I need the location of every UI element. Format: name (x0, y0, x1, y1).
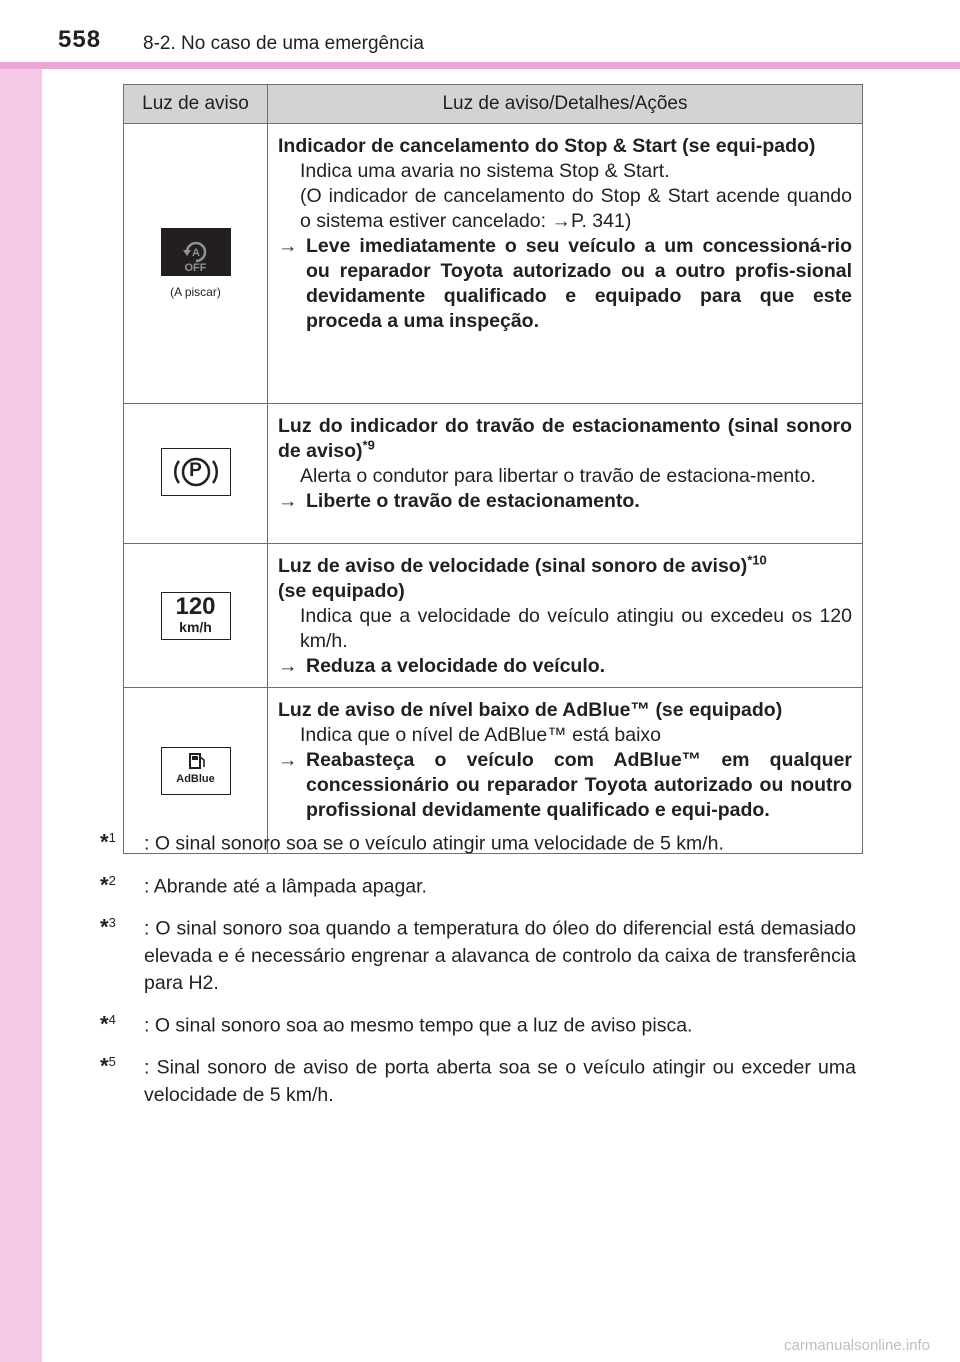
icon-cell (124, 404, 268, 544)
footnote-mark: *$^3$ (100, 914, 116, 940)
stop-start-off-icon (161, 228, 231, 276)
arrow-icon: → (278, 655, 298, 677)
row-description: Indica uma avaria no sistema Stop & Start. (300, 160, 670, 182)
parking-brake-icon (161, 448, 231, 496)
footnote-item (100, 867, 856, 901)
arrow-icon: → (278, 235, 298, 257)
footnote-item (100, 909, 856, 997)
details-cell (268, 544, 863, 688)
icon-adblue-label: AdBlue (176, 772, 215, 785)
icon-cell (124, 544, 268, 688)
footnote-mark: *$^1$ (100, 829, 116, 855)
footnote-ref: *10 (747, 552, 767, 568)
footnote-number: 2 (108, 872, 116, 888)
row-action-text: Reabasteça o veículo com AdBlue™ em qualquer concessionário ou reparador Toyota autorizado ou noutro profissional devidamente qualificado e equi-pado. (306, 749, 852, 821)
arrow-icon: → (278, 490, 298, 512)
footnote-text: : Abrande até a lâmpada apagar. (144, 875, 427, 897)
row-title-suffix: (se equipado) (278, 580, 405, 602)
footnote-text: : Sinal sonoro de aviso de porta aberta soa se o veículo atingir ou exceder uma velocidade de 5 km/h. (144, 1056, 856, 1106)
fuel-pump-icon (162, 748, 230, 772)
row-description: Indica que a velocidade do veículo atingiu ou excedeu os 120 km/h. (300, 605, 852, 652)
adblue-low-icon (161, 747, 231, 795)
details-cell (268, 404, 863, 544)
footnote-item (100, 824, 856, 858)
footnote-number: 3 (108, 915, 116, 930)
column-header-icon: Luz de aviso (124, 85, 268, 124)
table-header-row (124, 85, 863, 124)
svg-text:A: A (191, 247, 200, 259)
footnote-text: : O sinal sonoro soa quando a temperatura do óleo do diferencial está demasiado elevada e é necessário engrenar a alavanca de controlo da caixa de transferência para H2. (144, 917, 856, 994)
row-title (278, 554, 852, 579)
footnote-number: 1 (108, 830, 116, 845)
table-row (124, 404, 863, 544)
icon-speed-value: 120 (175, 592, 216, 620)
row-action (278, 489, 852, 514)
row-title: Indicador de cancelamento do Stop & Start (se equi-pado) (278, 135, 816, 157)
arrow-icon: → (278, 749, 298, 771)
footnote-mark: *$^5$ (100, 1053, 116, 1079)
icon-cell (124, 124, 268, 404)
icon-caption: (A piscar) (170, 285, 221, 299)
footnote-ref: *9 (362, 437, 375, 453)
icon-speed-unit: km/h (179, 618, 212, 635)
icon-off-label: OFF (184, 262, 207, 274)
speed-warning-icon (161, 592, 231, 640)
footnote-number: 4 (108, 1011, 116, 1027)
footnote-mark: *$^2$ (100, 872, 116, 897)
watermark: carmanualsonline.info (784, 1337, 930, 1354)
warning-lights-table (123, 84, 863, 854)
table-row (124, 124, 863, 404)
footnote-item (100, 1048, 856, 1109)
row-description: Indica que o nível de AdBlue™ está baixo (300, 724, 661, 746)
icon-p-label: P (189, 459, 202, 481)
row-action (278, 748, 852, 823)
row-action (278, 234, 852, 334)
row-title-text: Luz do indicador do travão de estacionamento (sinal sonoro de aviso) (278, 415, 852, 462)
row-description: Alerta o condutor para libertar o travão de estaciona-mento. (300, 465, 816, 487)
row-description-note: (O indicador de cancelamento do Stop & Start acende quando o sistema estiver cancelado: →P. 341) (300, 185, 852, 232)
footnote-item (100, 1006, 856, 1040)
page-number: 558 (58, 26, 102, 53)
column-header-details: Luz de aviso/Detalhes/Ações (268, 85, 863, 124)
table-row (124, 544, 863, 688)
footnote-number: 5 (108, 1054, 116, 1069)
row-title (278, 414, 852, 464)
footnotes (100, 824, 856, 1118)
footnote-mark: *$^4$ (100, 1011, 116, 1036)
row-action (278, 654, 852, 679)
header-rule (0, 62, 960, 69)
row-action-text: Liberte o travão de estacionamento. (306, 490, 640, 512)
row-action-text: Reduza a velocidade do veículo. (306, 655, 606, 677)
row-title-text: Luz de aviso de velocidade (sinal sonoro de aviso) (278, 555, 748, 577)
left-margin-bar (0, 0, 42, 1362)
footnote-text: : O sinal sonoro soa se o veículo atingir uma velocidade de 5 km/h. (144, 832, 724, 855)
row-title: Luz de aviso de nível baixo de AdBlue™ (se equipado) (278, 699, 783, 721)
footnote-text: : O sinal sonoro soa ao mesmo tempo que a luz de aviso pisca. (144, 1014, 693, 1036)
row-action-text: Leve imediatamente o seu veículo a um concessioná-rio ou reparador Toyota autorizado ou a outro profis-sional devidamente qualificado e equipado para que este proceda a uma inspeção. (306, 235, 852, 332)
details-cell (268, 124, 863, 404)
section-title: 8-2. No caso de uma emergência (143, 33, 424, 54)
